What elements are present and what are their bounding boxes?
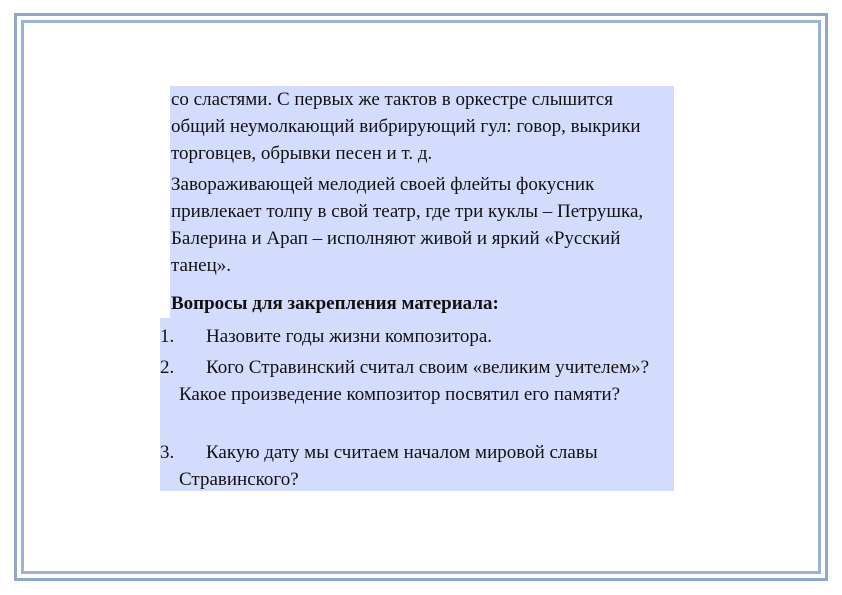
question-number: 3. — [160, 442, 175, 463]
question-text: Какую дату мы считаем началом мировой славы Стравинского? — [179, 442, 598, 490]
questions-heading: Вопросы для закрепления материала: — [171, 293, 499, 314]
question-text: Кого Стравинский считал своим «великим учителем»? Какое произведение композитор посвятил его памяти? — [179, 357, 650, 405]
question-text: Назовите годы жизни композитора. — [206, 326, 493, 347]
question-number: 1. — [160, 326, 175, 347]
question-number: 2. — [160, 357, 175, 378]
paragraph-intro: со сластями. С первых же тактов в оркестре слышится общий неумолкающий вибрирующий гул: говор, выкрики торговцев, обрывки песен и т. д. — [171, 89, 641, 164]
text-block — [160, 86, 674, 491]
paragraph-magician: Завораживающей мелодией своей флейты фокусник привлекает толпу в свой театр, где три куклы – Петрушка, Балерина и Арап – исполняют живой и яркий «Русский танец». — [171, 174, 644, 276]
